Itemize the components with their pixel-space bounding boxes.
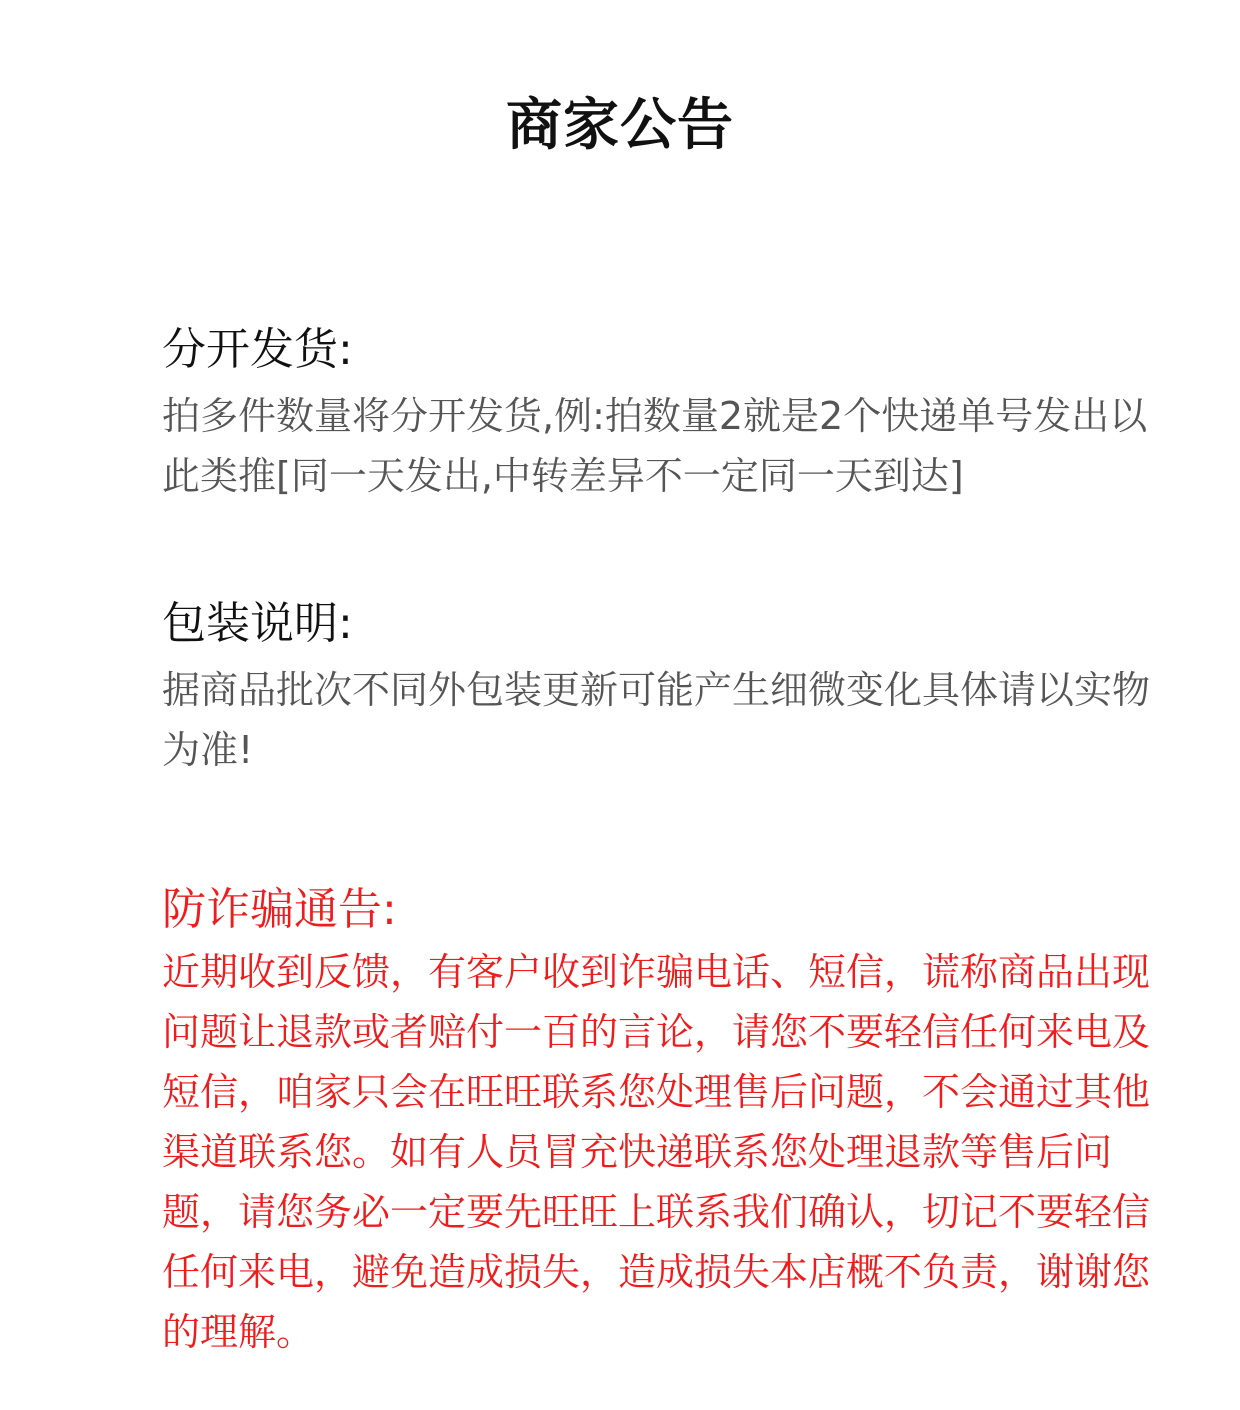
section-body: 近期收到反馈，有客户收到诈骗电话、短信，谎称商品出现问题让退款或者赔付一百的言论，请您不要轻信任何来电及短信，咱家只会在旺旺联系您处理售后问题，不会通过其他渠道联系您。如有人员冒充快递联系您处理退款等售后问题，请您务必一定要先旺旺上联系我们确认，切记不要轻信任何来电，避免造成损失，造成损失本店概不负责，谢谢您的理解。 xyxy=(162,950,1151,1354)
section-anti-fraud-notice xyxy=(162,880,1162,1362)
page-title: 商家公告 xyxy=(506,93,734,158)
section-body: 拍多件数量将分开发货,例:拍数量2就是2个快递单号发出以此类推[同一天发出,中转差异不一定同一天到达] xyxy=(162,394,1148,498)
section-packaging-notice xyxy=(162,594,1162,780)
section-heading: 分开发货: xyxy=(162,324,353,375)
section-body: 据商品批次不同外包装更新可能产生细微变化具体请以实物为准! xyxy=(162,668,1151,772)
section-heading: 防诈骗通告: xyxy=(162,884,397,935)
section-heading: 包装说明: xyxy=(162,598,353,649)
section-split-shipping xyxy=(162,320,1162,506)
